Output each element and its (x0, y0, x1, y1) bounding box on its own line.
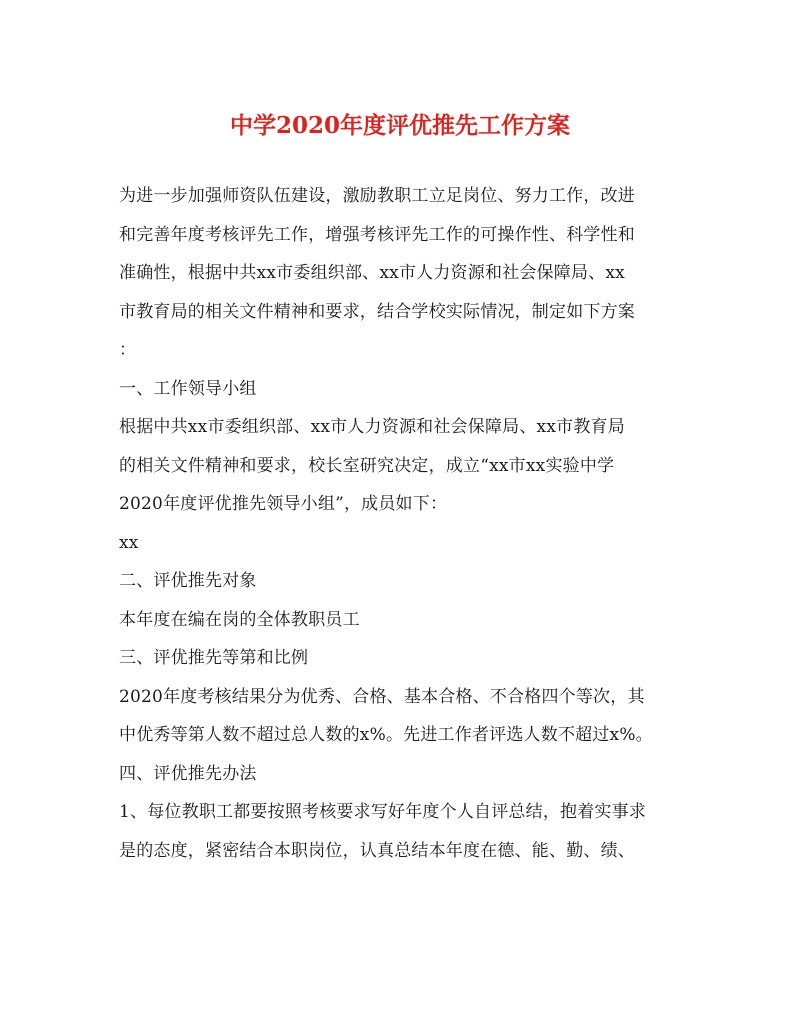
document-body (119, 177, 685, 870)
paragraph-line: 本年度在编在岗的全体教职员工 (119, 609, 360, 630)
section-heading: 一、工作领导小组 (119, 378, 257, 399)
section-heading: 三、评优推先等第和比例 (119, 648, 309, 668)
paragraph-line: 根据中共xx市委组织部、xx市人力资源和社会保障局、xx市教育局 (119, 417, 625, 437)
document-title: 中学2020年度评优推先工作方案 (229, 112, 570, 139)
paragraph-line: 中优秀等第人数不超过总人数的x%。先进工作者评选人数不超过x%。 (119, 725, 653, 745)
paragraph-line: 为进一步加强师资队伍建设，激励教职工立足岗位、努力工作，改进 (119, 186, 635, 206)
paragraph-line: 1、每位教职工都要按照考核要求写好年度个人自评总结，抱着实事求 (119, 802, 647, 822)
section-heading: 二、评优推先对象 (119, 571, 257, 591)
paragraph-line: ： (119, 340, 137, 360)
paragraph-line: 市教育局的相关文件精神和要求，结合学校实际情况，制定如下方案 (119, 301, 635, 322)
section-heading: 四、评优推先办法 (119, 763, 257, 784)
paragraph-line: 2020年度评优推先领导小组”，成员如下： (119, 494, 448, 514)
paragraph-line: 和完善年度考核评先工作，增强考核评先工作的可操作性、科学性和 (119, 224, 635, 245)
paragraph-line: 的相关文件精神和要求，校长室研究决定，成立“xx市xx实验中学 (119, 455, 615, 476)
paragraph-line: 准确性，根据中共xx市委组织部、xx市人力资源和社会保障局、xx (119, 263, 625, 283)
paragraph-line: 2020年度考核结果分为优秀、合格、基本合格、不合格四个等次，其 (119, 686, 645, 707)
paragraph-line: xx (119, 532, 139, 553)
paragraph-line: 是的态度，紧密结合本职岗位，认真总结本年度在德、能、勤、绩、 (119, 840, 635, 861)
